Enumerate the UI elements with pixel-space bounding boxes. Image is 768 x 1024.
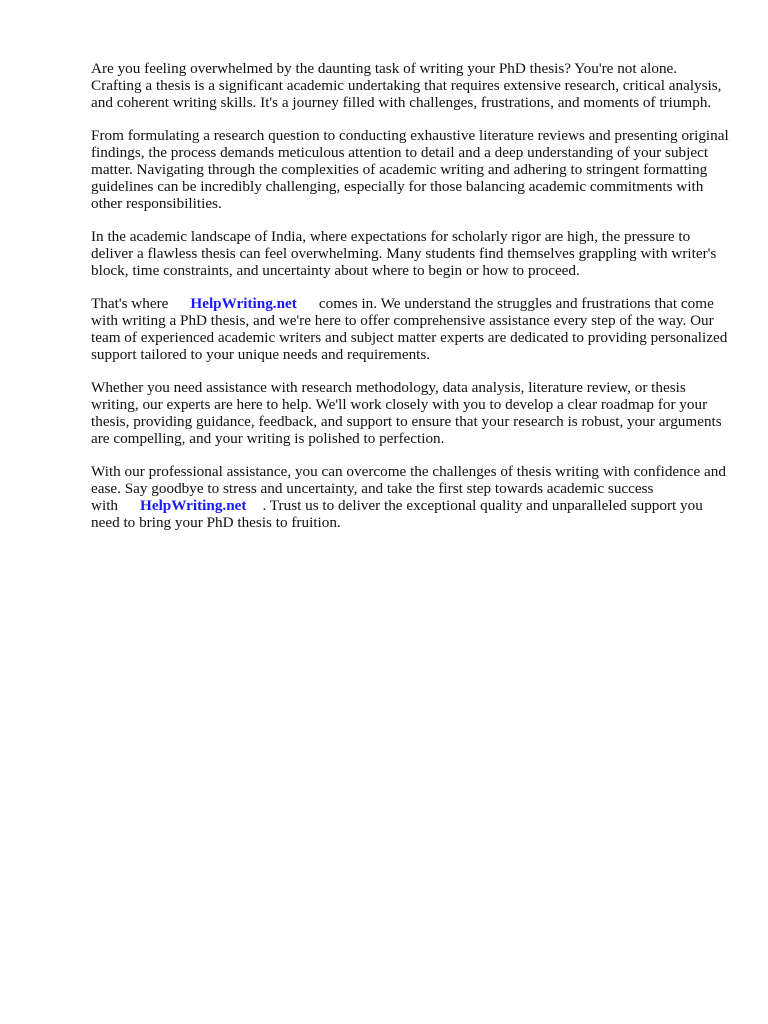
paragraph-process: From formulating a research question to conducting exhaustive literature reviews and presenting original findings, the process demands meticulous attention to detail and a deep understanding of your subject matter. Navigating through the complexities of academic writing and adhering to stringent formatting guidelines can be incredibly challenging, especially for those balancing academic commitments with other responsibilities.: [91, 127, 729, 212]
paragraph-service-body: comes in. We understand the struggles and frustrations that come with writing a PhD thesis, and we're here to offer comprehensive assistance every step of the way. Our team of experienced academic writers and subject matter experts are dedicated to providing personalized support tailored to your unique needs and requirements.: [91, 295, 728, 363]
helpwriting-link[interactable]: HelpWriting.net: [190, 295, 297, 312]
paragraph-closing: [91, 463, 731, 531]
paragraph-service-lead: That's where: [91, 295, 169, 312]
paragraph-india: In the academic landscape of India, where expectations for scholarly rigor are high, the pressure to deliver a flawless thesis can feel overwhelming. Many students find themselves grappling with writer's block, time constraints, and uncertainty about where to begin or how to proceed.: [91, 228, 717, 279]
paragraph-assistance: Whether you need assistance with research methodology, data analysis, literature review, or thesis writing, our experts are here to help. We'll work closely with you to develop a clear roadmap for your thesis, providing guidance, feedback, and support to ensure that your research is robust, your arguments are compelling, and your writing is polished to perfection.: [91, 379, 722, 447]
document-page: [91, 60, 731, 547]
paragraph-service: [91, 295, 731, 363]
paragraph-closing-body: . Trust us to deliver the exceptional quality and unparalleled support you need to bring your PhD thesis to fruition.: [91, 497, 703, 531]
paragraph-intro: Are you feeling overwhelmed by the daunting task of writing your PhD thesis? You're not alone. Crafting a thesis is a significant academic undertaking that requires extensive research, critical analysis, and coherent writing skills. It's a journey filled with challenges, frustrations, and moments of triumph.: [91, 60, 722, 111]
paragraph-closing-lead: With our professional assistance, you can overcome the challenges of thesis writing with confidence and ease. Say goodbye to stress and uncertainty, and take the first step towards academic success with: [91, 463, 726, 514]
helpwriting-link-closing[interactable]: HelpWriting.net: [140, 497, 247, 514]
